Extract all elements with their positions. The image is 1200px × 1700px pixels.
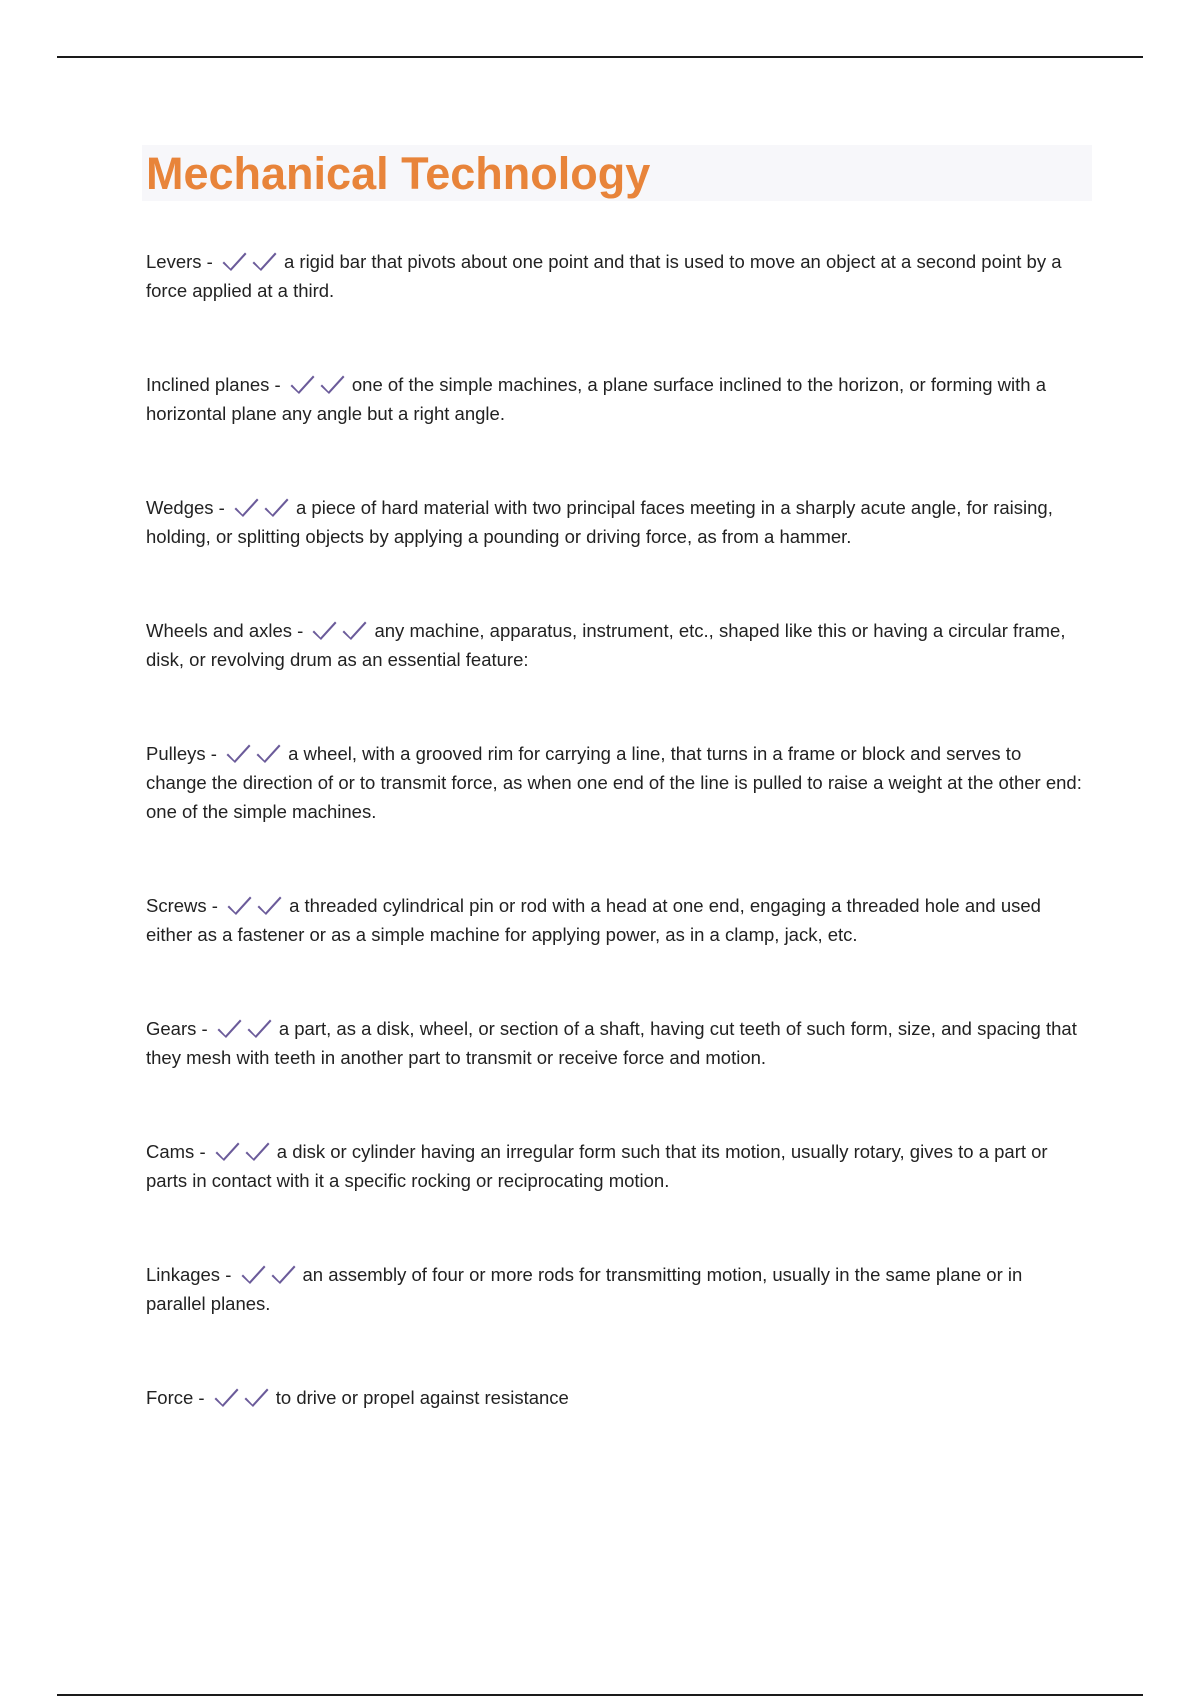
entry-definition: a piece of hard material with two principal faces meeting in a sharply acute angle, for raising, holding, or splitting objects by applying a pounding or driving force, as from a hammer. [146,497,1053,547]
check-group [290,374,350,395]
definition-entry [146,891,1086,949]
check-group [227,895,287,916]
entry-term: Gears [146,1018,197,1039]
entry-term: Wheels and axles [146,620,293,641]
definition-entry [146,1383,1086,1412]
check-group [222,251,282,272]
checkmark-icon [234,496,260,518]
entry-term: Force [146,1387,194,1408]
definition-entry [146,739,1086,826]
checkmark-icon [342,619,368,641]
checkmark-icon [290,373,316,395]
checkmark-icon [271,1263,297,1285]
check-group [214,1387,274,1408]
entry-term: Screws [146,895,207,916]
entry-definition: a rigid bar that pivots about one point and that is used to move an object at a second point by a force applied at a third. [146,251,1062,301]
checkmark-icon [320,373,346,395]
entry-definition: a threaded cylindrical pin or rod with a head at one end, engaging a threaded hole and used either as a fastener or as a simple machine for applying power, as in a clamp, jack, etc. [146,895,1041,945]
entry-separator: - [292,620,309,641]
checkmark-icon [227,894,253,916]
entry-separator: - [220,1264,237,1285]
bottom-rule [57,1694,1143,1696]
definition-entry [146,1137,1086,1195]
definition-entry [146,370,1086,428]
checkmark-icon [257,894,283,916]
entry-term: Pulleys [146,743,206,764]
entry-separator: - [205,743,223,764]
entry-term: Linkages [146,1264,221,1285]
entry-term: Levers [146,251,202,272]
definition-entry [146,1260,1086,1318]
checkmark-icon [222,250,248,272]
entry-definition: to drive or propel against resistance [275,1387,569,1408]
entry-definition: an assembly of four or more rods for transmitting motion, usually in the same plane or in parallel planes. [146,1264,1023,1314]
checkmark-icon [252,250,278,272]
entry-definition: one of the simple machines, a plane surface inclined to the horizon, or forming with a horizontal plane any angle but a right angle. [146,374,1047,424]
top-rule [57,56,1143,58]
entry-separator: - [196,1018,213,1039]
entry-separator: - [269,374,286,395]
checkmark-icon [264,496,290,518]
checkmark-icon [241,1263,267,1285]
entry-separator: - [201,251,218,272]
entry-separator: - [206,895,224,916]
definition-entry [146,247,1086,305]
entry-definition: a disk or cylinder having an irregular form such that its motion, usually rotary, gives to a part or parts in contact with it a specific rocking or reciprocating motion. [146,1141,1048,1191]
check-group [217,1018,277,1039]
check-group [215,1141,275,1162]
checkmark-icon [244,1386,270,1408]
page-title: Mechanical Technology [146,148,651,199]
entry-term: Inclined planes [146,374,270,395]
entry-definition: a part, as a disk, wheel, or section of a shaft, having cut teeth of such form, size, and spacing that they mesh with teeth in another part to transmit or receive force and motion. [146,1018,1077,1068]
entry-separator: - [193,1387,210,1408]
checkmark-icon [247,1017,273,1039]
definition-entry [146,1014,1086,1072]
checkmark-icon [226,742,252,764]
entry-definition: any machine, apparatus, instrument, etc., shaped like this or having a circular frame, disk, or revolving drum as an essential feature: [146,620,1066,670]
checkmark-icon [256,742,282,764]
checkmark-icon [215,1140,241,1162]
definition-entry [146,493,1086,551]
entry-definition: a wheel, with a grooved rim for carrying a line, that turns in a frame or block and serves to change the direction of or to transmit force, as when one end of the line is pulled to raise a weight at the other end: one of the simple machines. [146,743,1082,822]
check-group [241,1264,301,1285]
entry-term: Cams [146,1141,195,1162]
check-group [226,743,286,764]
definition-entry [146,616,1086,674]
check-group [312,620,372,641]
checkmark-icon [245,1140,271,1162]
checkmark-icon [214,1386,240,1408]
entry-separator: - [213,497,230,518]
check-group [234,497,294,518]
entry-separator: - [194,1141,211,1162]
checkmark-icon [312,619,338,641]
entry-term: Wedges [146,497,214,518]
checkmark-icon [217,1017,243,1039]
